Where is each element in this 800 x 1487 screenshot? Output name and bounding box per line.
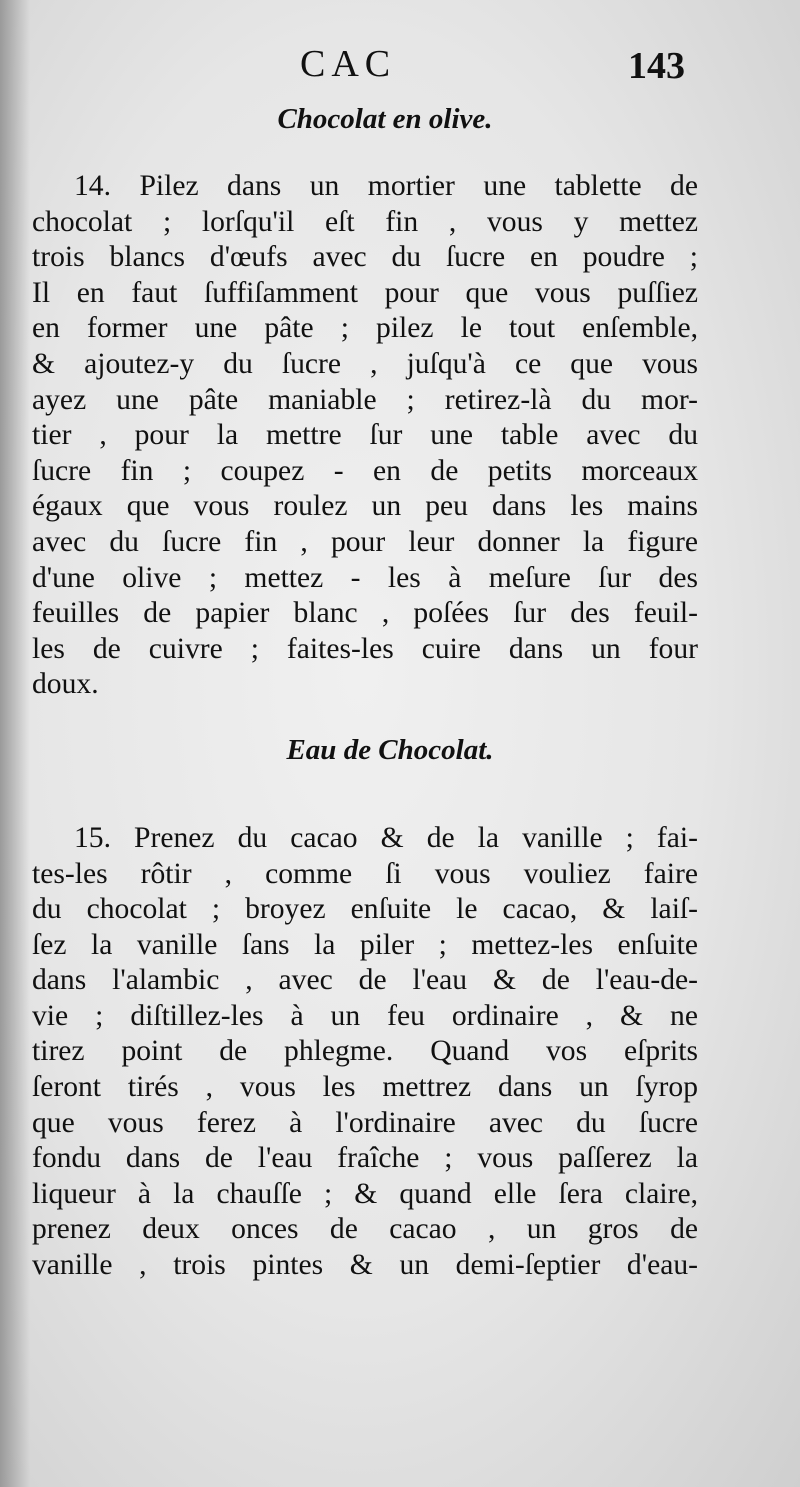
text-line: liqueur à la chauſſe ; & quand elle ſera claire, [32, 1177, 698, 1210]
text-line: les de cuivre ; faites-les cuire dans un four [32, 632, 698, 665]
text-line: avec du ſucre fin , pour leur donner la figure [32, 525, 698, 558]
text-line: chocolat ; lorſqu'il eſt fin , vous y mettez [32, 205, 698, 238]
running-head: CAC [300, 43, 397, 85]
recipe-14-paragraph [32, 169, 698, 703]
text-line: dans l'alambic , avec de l'eau & de l'eau-de- [32, 964, 698, 997]
section-title-eau-de-chocolat: Eau de Chocolat. [286, 733, 494, 766]
page-header [0, 42, 800, 98]
section-title-chocolat-en-olive: Chocolat en olive. [277, 103, 493, 135]
text-line: vanille , trois pintes & un demi-ſeptier d'eau- [32, 1249, 698, 1282]
text-line: ſucre fin ; coupez - en de petits morceaux [32, 454, 698, 487]
text-line: 14. Pilez dans un mortier une tablette de [74, 170, 698, 202]
text-line: prenez deux onces de cacao , un gros de [32, 1213, 698, 1246]
page-gutter-shadow [0, 0, 30, 1487]
text-line: fondu dans de l'eau fraîche ; vous paſſerez la [32, 1142, 698, 1175]
text-line: Il en faut ſuffiſamment pour que vous puſſiez [32, 276, 698, 309]
text-line: égaux que vous roulez un peu dans les mains [32, 490, 698, 523]
text-line: tier , pour la mettre ſur une table avec du [32, 419, 698, 452]
text-line: en former une pâte ; pilez le tout enſemble, [32, 312, 698, 345]
text-line: d'une olive ; mettez - les à meſure ſur des [32, 561, 698, 594]
text-line: trois blancs d'œufs avec du ſucre en poudre ; [32, 241, 698, 274]
text-line: feuilles de papier blanc , poſées ſur des feuil- [32, 597, 698, 630]
text-line: du chocolat ; broyez enſuite le cacao, & laiſ- [32, 893, 698, 926]
text-line: & ajoutez-y du ſucre , juſqu'à ce que vous [32, 347, 698, 380]
recipe-15-paragraph [32, 821, 698, 1284]
text-line: ayez une pâte maniable ; retirez-là du mor- [32, 383, 698, 416]
text-line: 15. Prenez du cacao & de la vanille ; fai- [74, 821, 698, 854]
text-line: ſez la vanille ſans la piler ; mettez-les enſuite [32, 928, 698, 961]
text-line: que vous ferez à l'ordinaire avec du ſucre [32, 1106, 698, 1139]
page-number: 143 [628, 45, 685, 87]
text-line: tes-les rôtir , comme ſi vous vouliez faire [32, 857, 698, 890]
text-line: tirez point de phlegme. Quand vos eſprits [32, 1035, 698, 1068]
page-body [32, 102, 698, 1284]
text-line: vie ; diſtillez-les à un feu ordinaire , & ne [32, 999, 698, 1032]
text-line: doux. [32, 668, 99, 701]
text-line: ſeront tirés , vous les mettrez dans un ſyrop [32, 1071, 698, 1104]
